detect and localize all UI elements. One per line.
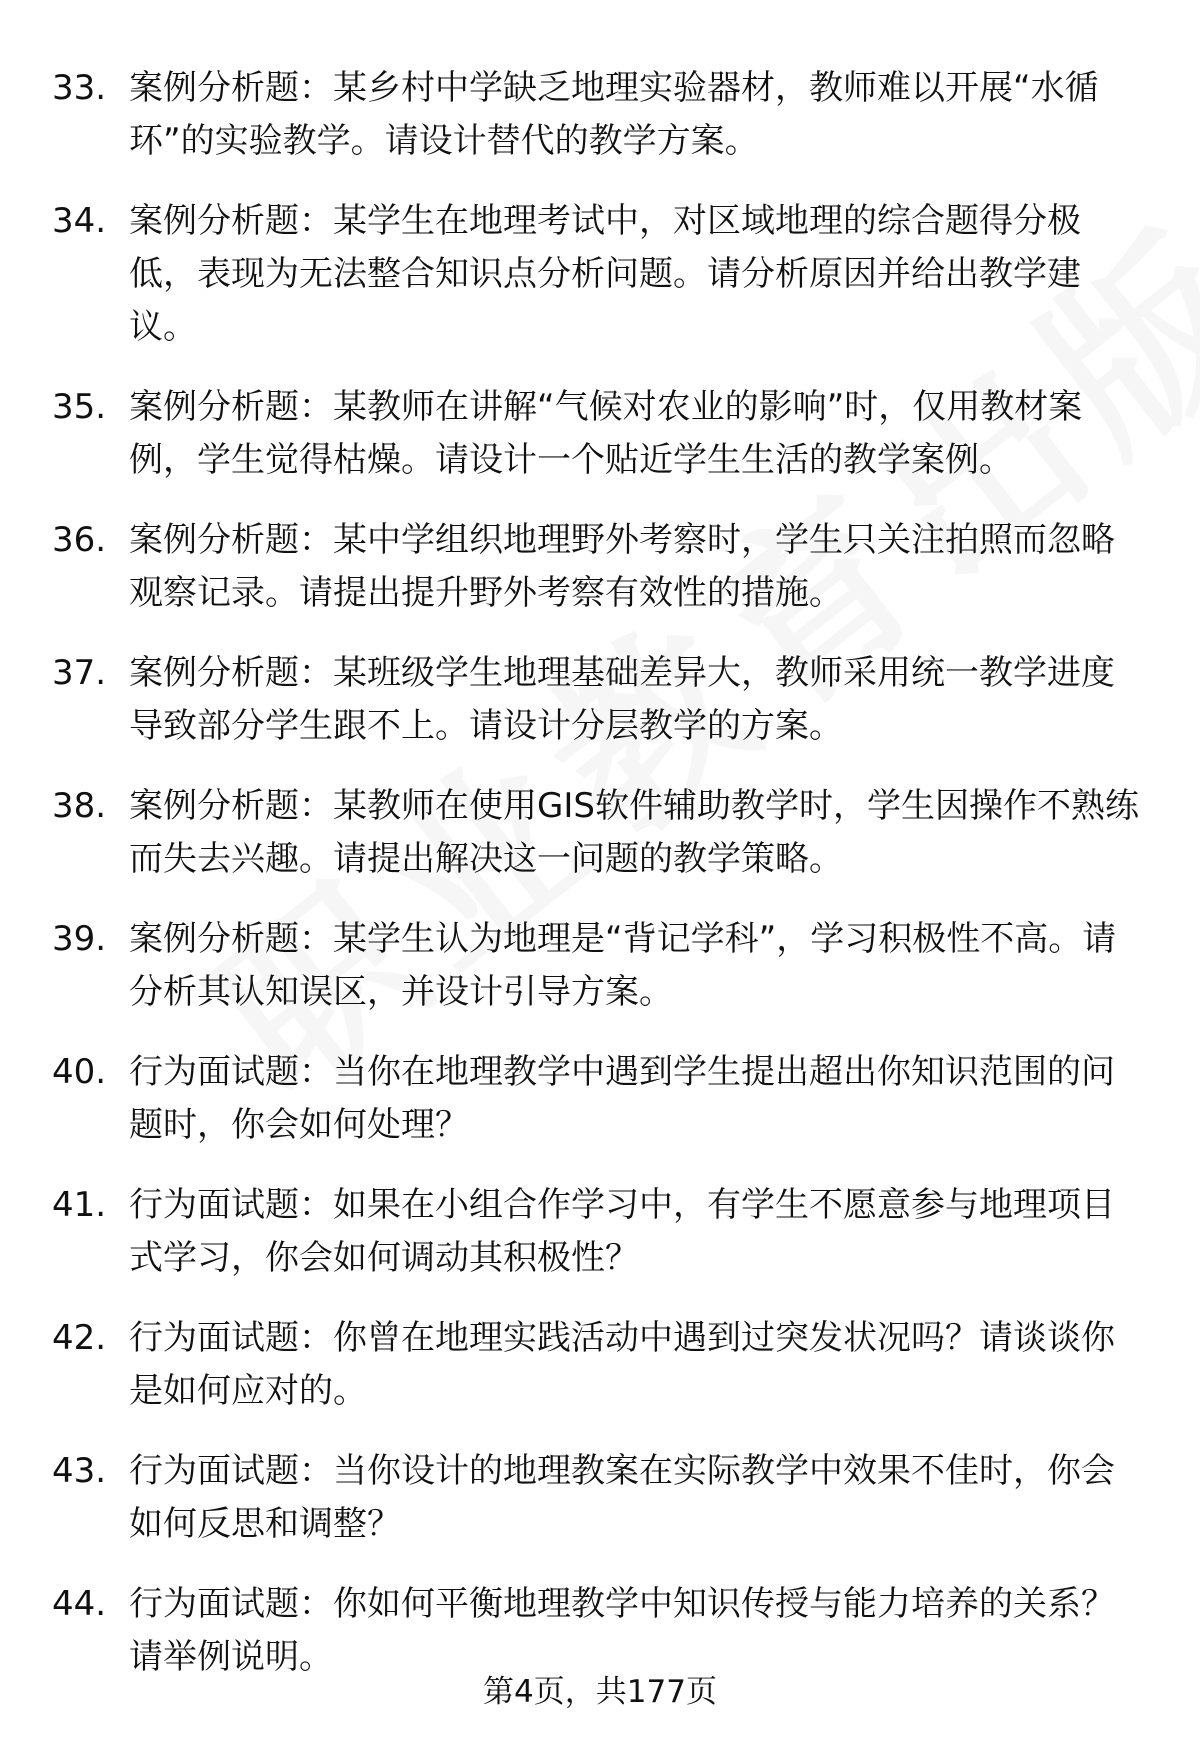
question-number: 37.: [52, 653, 107, 693]
question-item: [52, 1179, 1142, 1285]
question-text: 行为面试题：你曾在地理实践活动中遇到过突发状况吗？请谈谈你是如何应对的。: [129, 1318, 1115, 1411]
question-item: [52, 913, 1142, 1019]
question-item: [52, 780, 1142, 886]
page-number-footer: 第4页，共177页: [483, 1674, 717, 1710]
question-number: 33.: [52, 68, 107, 108]
question-item: [52, 647, 1142, 753]
question-text: 案例分析题：某教师在使用GIS软件辅助教学时，学生因操作不熟练而失去兴趣。请提出解决这一问题的教学策略。: [129, 786, 1139, 879]
question-text: 案例分析题：某班级学生地理基础差异大，教师采用统一教学进度导致部分学生跟不上。请设计分层教学的方案。: [129, 653, 1115, 746]
question-number: 40.: [52, 1052, 107, 1092]
question-text: 行为面试题：当你设计的地理教案在实际教学中效果不佳时，你会如何反思和调整？: [129, 1451, 1115, 1544]
question-text: 行为面试题：如果在小组合作学习中，有学生不愿意参与地理项目式学习，你会如何调动其积极性？: [129, 1185, 1115, 1278]
question-text: 案例分析题：某中学组织地理野外考察时，学生只关注拍照而忽略观察记录。请提出提升野外考察有效性的措施。: [129, 520, 1115, 613]
question-item: [52, 195, 1142, 354]
question-item: [52, 1046, 1142, 1152]
question-item: [52, 1578, 1142, 1684]
question-item: [52, 1445, 1142, 1551]
question-item: [52, 62, 1142, 168]
question-number: 38.: [52, 786, 107, 826]
question-number: 44.: [52, 1584, 107, 1624]
question-text: 案例分析题：某乡村中学缺乏地理实验器材，教师难以开展“水循环”的实验教学。请设计替代的教学方案。: [129, 68, 1099, 161]
question-text: 案例分析题：某教师在讲解“气候对农业的影响”时，仅用教材案例，学生觉得枯燥。请设计一个贴近学生生活的教学案例。: [129, 387, 1083, 480]
question-text: 行为面试题：你如何平衡地理教学中知识传授与能力培养的关系？请举例说明。: [129, 1584, 1115, 1677]
question-number: 35.: [52, 387, 107, 427]
question-item: [52, 514, 1142, 620]
question-number: 34.: [52, 201, 107, 241]
question-item: [52, 381, 1142, 487]
question-list: [52, 62, 1142, 1711]
question-number: 36.: [52, 520, 107, 560]
question-number: 39.: [52, 919, 107, 959]
question-number: 42.: [52, 1318, 107, 1358]
question-text: 案例分析题：某学生在地理考试中，对区域地理的综合题得分极低，表现为无法整合知识点分析问题。请分析原因并给出教学建议。: [129, 201, 1081, 347]
question-number: 43.: [52, 1451, 107, 1491]
question-text: 案例分析题：某学生认为地理是“背记学科”，学习积极性不高。请分析其认知误区，并设计引导方案。: [129, 919, 1117, 1012]
question-item: [52, 1312, 1142, 1418]
question-number: 41.: [52, 1185, 107, 1225]
question-text: 行为面试题：当你在地理教学中遇到学生提出超出你知识范围的问题时，你会如何处理？: [129, 1052, 1115, 1145]
